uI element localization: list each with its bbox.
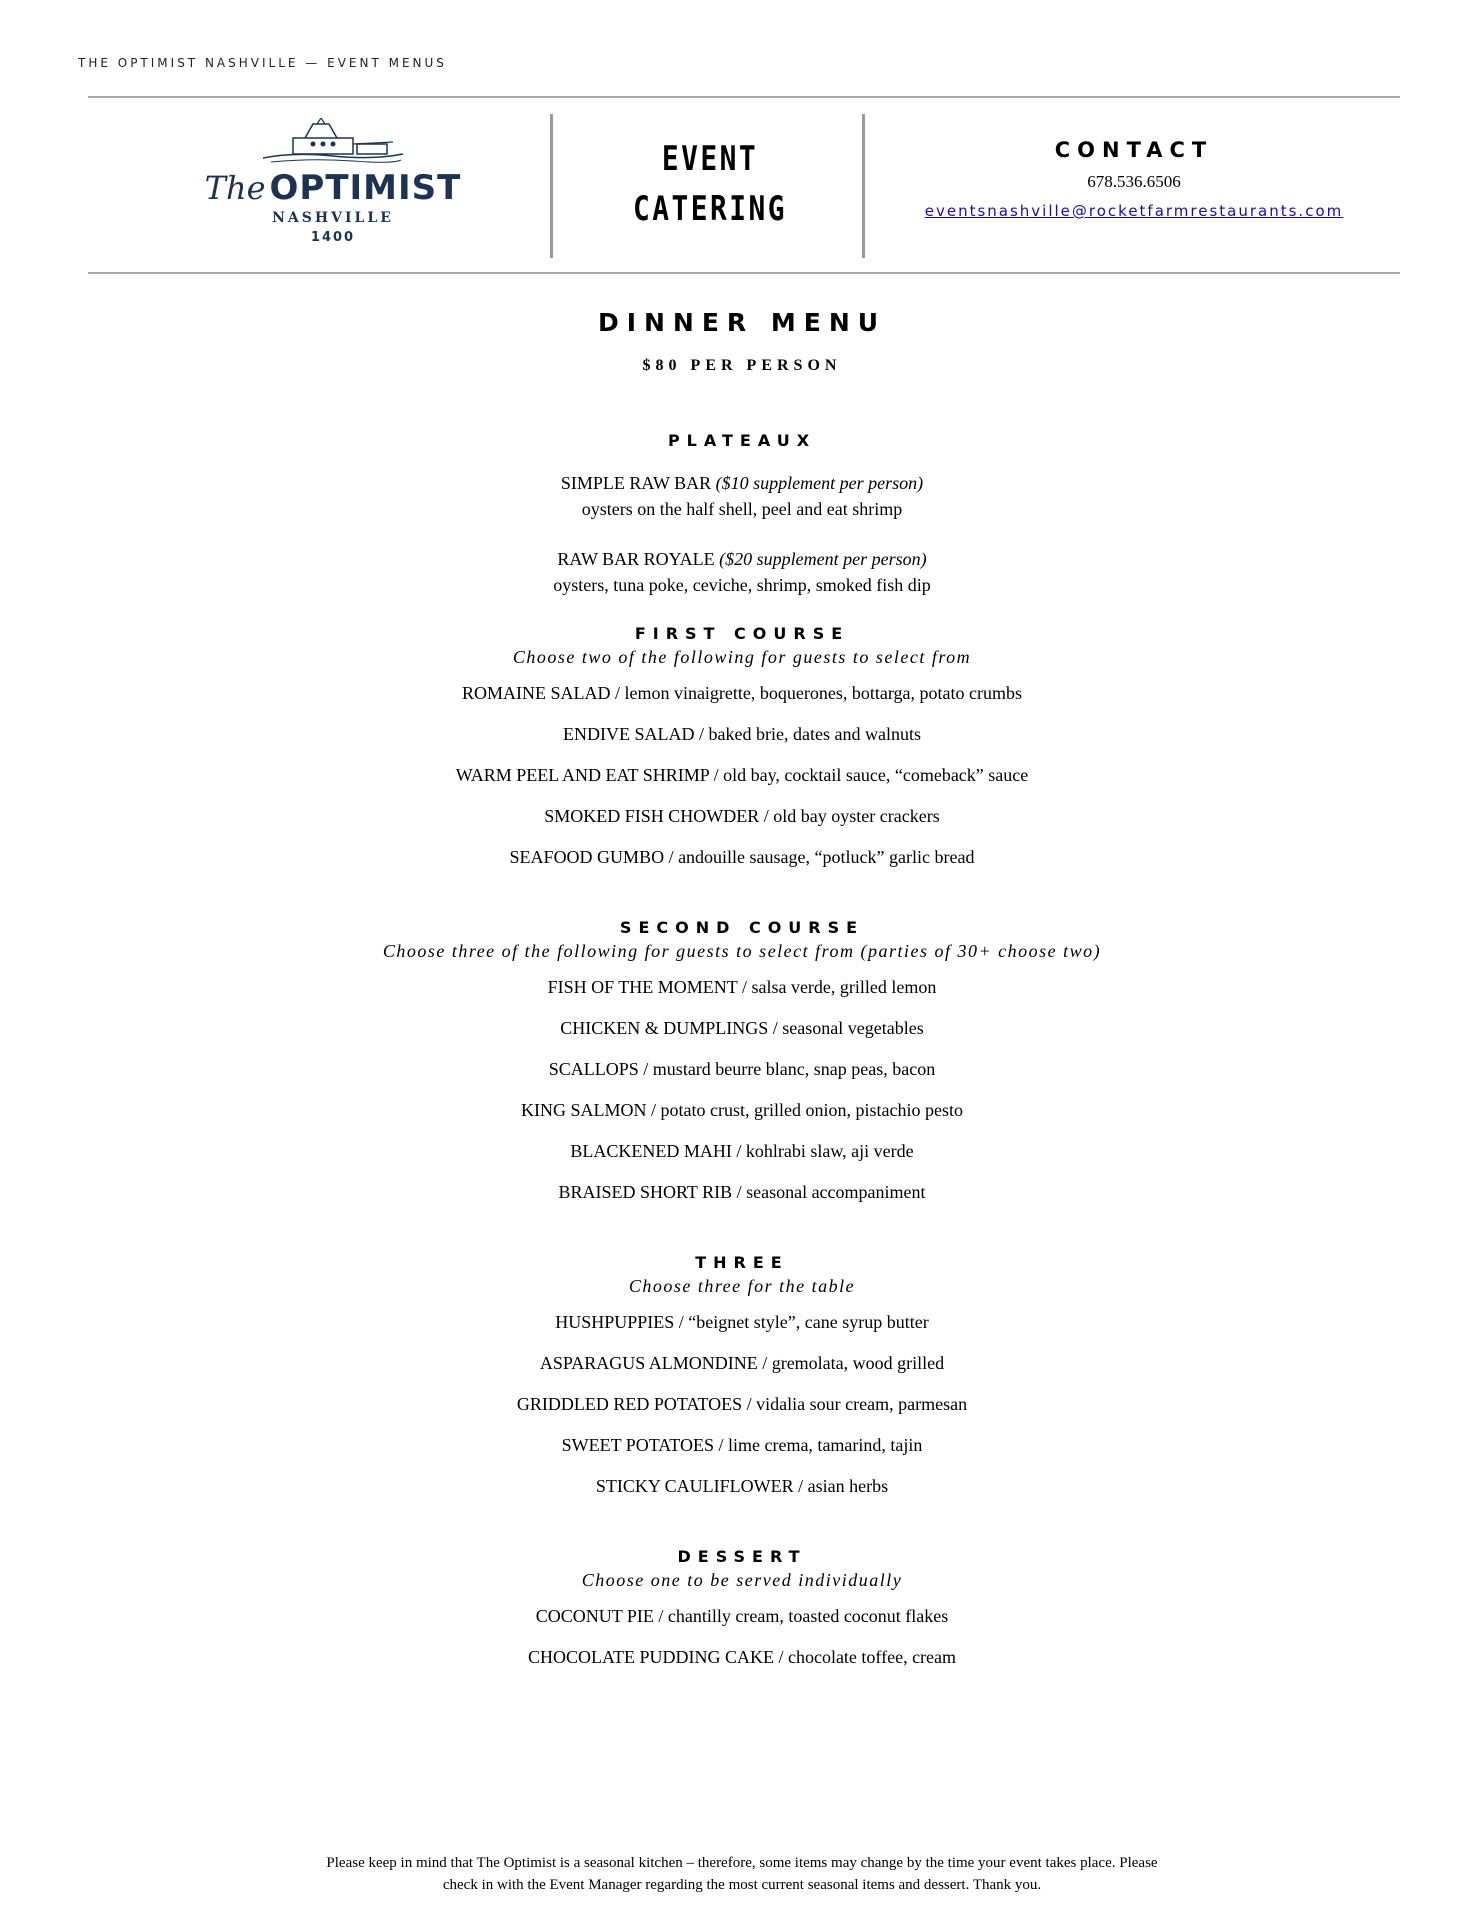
menu-item: SMOKED FISH CHOWDER / old bay oyster crackers bbox=[544, 806, 940, 826]
optimist-logo bbox=[188, 118, 478, 258]
menu-item: WARM PEEL AND EAT SHRIMP / old bay, cocktail sauce, “comeback” sauce bbox=[455, 765, 1029, 785]
plateaux-item bbox=[0, 472, 1484, 494]
menu-item: ASPARAGUS ALMONDINE / gremolata, wood grilled bbox=[539, 1353, 945, 1373]
header-divider-right bbox=[862, 114, 865, 258]
menu-item: COCONUT PIE / chantilly cream, toasted coconut flakes bbox=[535, 1606, 949, 1626]
header-divider-left bbox=[550, 114, 553, 258]
top-tagline: THE OPTIMIST NASHVILLE — EVENT MENUS bbox=[78, 56, 447, 70]
dessert-items bbox=[0, 1605, 1484, 1668]
header-bottom-rule bbox=[88, 272, 1400, 274]
logo-city: NASHVILLE bbox=[272, 210, 394, 226]
menu-price: $80 PER PERSON bbox=[642, 357, 842, 374]
contact-phone: 678.536.6506 bbox=[1087, 172, 1181, 191]
footnote-line1: Please keep in mind that The Optimist is a seasonal kitchen – therefore, some items may change by the time your event takes place. Please bbox=[326, 1855, 1158, 1871]
plateaux-item-desc: oysters, tuna poke, ceviche, shrimp, smoked fish dip bbox=[553, 575, 931, 595]
menu-item: BLACKENED MAHI / kohlrabi slaw, aji verde bbox=[570, 1141, 914, 1161]
dinner-menu bbox=[0, 308, 1484, 1668]
menu-item: STICKY CAULIFLOWER / asian herbs bbox=[595, 1476, 889, 1496]
plateaux-item-name: RAW BAR ROYALE bbox=[557, 549, 715, 569]
second-course-subtitle: Choose three of the following for guests to select from (parties of 30+ choose two) bbox=[382, 941, 1102, 961]
plateaux-item-desc: oysters on the half shell, peel and eat shrimp bbox=[581, 499, 903, 519]
plateaux-item-name: SIMPLE RAW BAR bbox=[560, 473, 712, 493]
header bbox=[88, 98, 1400, 272]
menu-item: GRIDDLED RED POTATOES / vidalia sour cream, parmesan bbox=[516, 1394, 968, 1414]
menu-item: SCALLOPS / mustard beurre blanc, snap peas, bacon bbox=[548, 1059, 936, 1079]
menu-item: HUSHPUPPIES / “beignet style”, cane syrup butter bbox=[555, 1312, 929, 1332]
plateaux-item-supplement: ($10 supplement per person) bbox=[715, 473, 924, 493]
contact-block bbox=[868, 138, 1400, 221]
first-course-subtitle: Choose two of the following for guests to select from bbox=[512, 647, 972, 667]
menu-item: CHICKEN & DUMPLINGS / seasonal vegetables bbox=[560, 1018, 924, 1038]
second-course-items bbox=[0, 976, 1484, 1203]
three-heading: THREE bbox=[695, 1253, 789, 1272]
first-course-heading: FIRST COURSE bbox=[634, 624, 850, 643]
seasonal-footnote bbox=[210, 1852, 1274, 1896]
event-title-line2: CATERING bbox=[633, 189, 787, 229]
logo-name: OPTIMIST bbox=[269, 168, 462, 208]
restaurant-building-icon bbox=[253, 118, 413, 166]
plateaux-items bbox=[0, 472, 1484, 596]
event-title-line1: EVENT bbox=[661, 139, 759, 179]
logo-script-word: The bbox=[204, 169, 266, 207]
dessert-subtitle: Choose one to be served individually bbox=[581, 1570, 903, 1590]
menu-item: CHOCOLATE PUDDING CAKE / chocolate toffee, cream bbox=[527, 1647, 957, 1667]
three-subtitle: Choose three for the table bbox=[628, 1276, 856, 1296]
event-catering-title bbox=[584, 134, 837, 234]
menu-item: KING SALMON / potato crust, grilled onion, pistachio pesto bbox=[521, 1100, 963, 1120]
menu-title: DINNER MENU bbox=[597, 308, 887, 337]
menu-item: ROMAINE SALAD / lemon vinaigrette, boquerones, bottarga, potato crumbs bbox=[461, 683, 1023, 703]
contact-email-link[interactable]: eventsnashville@rocketfarmrestaurants.com bbox=[924, 202, 1344, 220]
first-course-items bbox=[0, 682, 1484, 868]
plateaux-heading: PLATEAUX bbox=[667, 431, 817, 450]
contact-heading: CONTACT bbox=[1054, 138, 1214, 162]
menu-item: SEAFOOD GUMBO / andouille sausage, “potluck” garlic bread bbox=[509, 847, 975, 867]
plateaux-item bbox=[0, 548, 1484, 570]
plateaux-item-supplement: ($20 supplement per person) bbox=[719, 549, 927, 569]
three-items bbox=[0, 1311, 1484, 1497]
second-course-heading: SECOND COURSE bbox=[619, 918, 865, 937]
menu-item: FISH OF THE MOMENT / salsa verde, grilled lemon bbox=[547, 977, 937, 997]
logo-number: 1400 bbox=[310, 230, 356, 245]
footnote-line2: check in with the Event Manager regarding the most current seasonal items and dessert. Thank you. bbox=[442, 1877, 1042, 1893]
dessert-heading: DESSERT bbox=[677, 1547, 807, 1566]
menu-item: ENDIVE SALAD / baked brie, dates and walnuts bbox=[563, 724, 921, 744]
menu-item: SWEET POTATOES / lime crema, tamarind, tajin bbox=[561, 1435, 923, 1455]
menu-item: BRAISED SHORT RIB / seasonal accompaniment bbox=[558, 1182, 926, 1202]
